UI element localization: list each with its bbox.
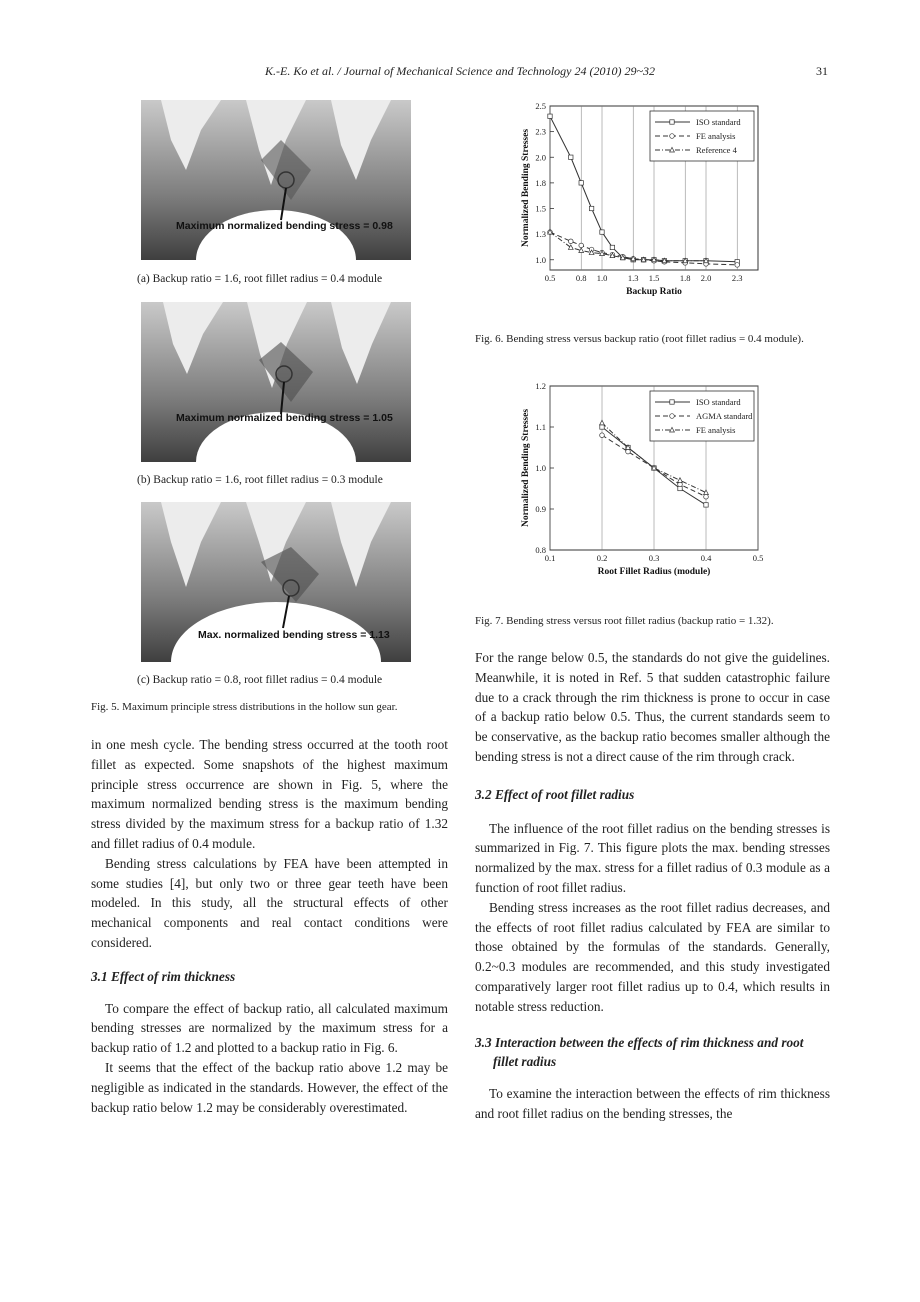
y-tick-label: 2.5: [535, 101, 546, 111]
fig5-caption: Fig. 5. Maximum principle stress distributions in the hollow sun gear.: [91, 701, 398, 713]
data-point: [589, 206, 593, 210]
data-point: [579, 181, 583, 185]
left-paragraph-1: in one mesh cycle. The bending stress occurred at the tooth root fillet as expected. Some snapshots of the highest maximum principle stress occurrence are shown in Fig. 5, where the maximum normalized bending stress is the maximum bending stress divided by the maximum stress for a backup ratio of 1.32 and fillet radius of 0.4 module.: [91, 737, 448, 851]
x-tick-label: 0.4: [700, 553, 712, 563]
running-title: K.-E. Ko et al. / Journal of Mechanical Science and Technology 24 (2010) 29~32: [265, 64, 655, 78]
legend-label: AGMA standard: [696, 411, 753, 421]
fig7-caption: Fig. 7. Bending stress versus root fillet radius (backup ratio = 1.32).: [475, 615, 774, 627]
y-tick-label: 2.3: [535, 126, 546, 137]
legend-marker: [670, 120, 674, 124]
section-heading-3-3-line1: 3.3 Interaction between the effects of rim thickness and root: [475, 1034, 804, 1050]
data-point: [548, 114, 552, 118]
x-tick-label: 0.5: [752, 553, 764, 563]
fig7-chart: [510, 378, 780, 603]
x-tick-label: 0.5: [544, 273, 556, 283]
left-paragraph-4: It seems that the effect of the backup ratio above 1.2 may be negligible as indicated in the standards. However, the effect of the backup ratio below 1.2 may be considerably overestimated.: [91, 1059, 448, 1115]
data-point: [600, 425, 604, 429]
fig5-panel-a: [141, 100, 411, 260]
y-tick-label: 1.5: [535, 203, 546, 214]
y-tick-label: 0.8: [535, 545, 546, 555]
legend-marker: [670, 134, 675, 139]
x-tick-label: 1.0: [596, 273, 608, 283]
section-heading-3-1: 3.1 Effect of rim thickness: [91, 968, 236, 984]
stress-label-b: Maximum normalized bending stress = 1.05: [176, 412, 393, 424]
x-tick-label: 2.3: [731, 273, 743, 283]
data-point: [579, 243, 584, 248]
data-point: [600, 433, 605, 438]
x-tick-label: 1.3: [627, 273, 639, 283]
data-point: [569, 155, 573, 159]
data-point: [569, 239, 574, 244]
y-tick-label: 1.3: [535, 229, 546, 240]
section-heading-3-3-line2: fillet radius: [493, 1054, 557, 1070]
gear-stress-image-a: [141, 100, 411, 260]
data-point: [735, 263, 740, 268]
fig5-caption-a: (a) Backup ratio = 1.6, root fillet radius = 0.4 module: [137, 273, 383, 285]
legend-label: FE analysis: [696, 131, 736, 141]
section-heading-3-3: [475, 1033, 830, 1073]
left-paragraph-3: To compare the effect of backup ratio, all calculated maximum bending stresses are normalized by the maximum stress for a backup ratio of 1.2 and plotted to a backup ratio in Fig. 6.: [91, 1000, 448, 1056]
left-paragraph-2: Bending stress calculations by FEA have been attempted in some studies [4], but only two or three gear teeth have been modeled. In this study, all the structural effects of other mechanical components and real contact conditions were considered.: [91, 855, 448, 950]
right-column: [475, 648, 830, 1124]
x-tick-label: 1.5: [648, 273, 660, 283]
legend-label: ISO standard: [696, 397, 741, 407]
y-axis-label: Normalized Bending Stresses: [521, 128, 531, 248]
legend-marker: [670, 400, 674, 404]
x-axis-label: Backup Ratio: [626, 287, 682, 297]
y-tick-label: 1.8: [535, 177, 546, 188]
legend-label: Reference 4: [696, 145, 737, 155]
fig5-panel-c: [141, 502, 411, 662]
fig5-caption-b: (b) Backup ratio = 1.6, root fillet radius = 0.3 module: [137, 474, 383, 486]
right-paragraph-1: For the range below 0.5, the standards do not give the guidelines. Meanwhile, it is noted in Ref. 5 that sudden catastrophic failure due to a crack through the rim thickness is prone to occur in case of a backup ratio below 0.5. Thus, the current standards seem to be conservative, as the backup ratio becomes smaller although the bending stress is not a direct cause of the rim through crack.: [475, 650, 830, 764]
x-tick-label: 0.8: [575, 273, 587, 283]
y-tick-label: 1.1: [535, 422, 546, 432]
y-tick-label: 1.0: [535, 463, 546, 473]
legend-label: FE analysis: [696, 425, 736, 435]
data-point: [704, 494, 709, 499]
right-paragraph-3: Bending stress increases as the root fillet radius decreases, and the effects of root fillet radius calculated by FEA are similar to those obtained by the formulas of the standards. Generally, 0.2~0.3 modules are recommended, and this study investigated comparatively larger root fillet radius up to 0.4, which results in notable stress reduction.: [475, 899, 830, 1014]
y-axis-label: Normalized Bending Stresses: [521, 408, 531, 528]
x-tick-label: 0.2: [596, 553, 608, 563]
left-column: [91, 735, 448, 1117]
fig5-panel-b: [141, 302, 411, 462]
x-tick-label: 2.0: [700, 273, 712, 283]
gear-stress-image-b: [141, 302, 411, 462]
data-point: [704, 503, 708, 507]
legend-label: ISO standard: [696, 117, 741, 127]
right-paragraph-4: To examine the interaction between the effects of rim thickness and root fillet radius on the bending stresses, the: [475, 1086, 830, 1121]
x-tick-label: 0.1: [544, 553, 556, 563]
right-paragraph-2: The influence of the root fillet radius on the bending stresses is summarized in Fig. 7. This figure plots the max. bending stresses normalized by the max. stress for a fillet radius of 0.3 module as a function of root fillet radius.: [475, 820, 830, 895]
y-tick-label: 2.0: [535, 152, 546, 163]
data-point: [610, 245, 614, 249]
x-tick-label: 0.3: [648, 553, 660, 563]
data-point: [600, 230, 604, 234]
fig5-caption-c: (c) Backup ratio = 0.8, root fillet radius = 0.4 module: [137, 674, 383, 686]
y-tick-label: 1.2: [535, 381, 546, 391]
x-axis-label: Root Fillet Radius (module): [597, 567, 711, 577]
fig6-chart: [510, 98, 780, 323]
legend-marker: [670, 414, 675, 419]
stress-label-a: Maximum normalized bending stress = 0.98: [176, 220, 393, 232]
y-tick-label: 1.0: [535, 254, 546, 265]
section-heading-3-2: 3.2 Effect of root fillet radius: [475, 786, 635, 802]
data-point: [626, 449, 631, 454]
x-tick-label: 1.8: [679, 273, 691, 283]
page-number: 31: [816, 64, 828, 78]
data-point: [678, 482, 683, 487]
fig6-caption: Fig. 6. Bending stress versus backup ratio (root fillet radius = 0.4 module).: [475, 333, 804, 345]
stress-label-c: Max. normalized bending stress = 1.13: [198, 629, 390, 641]
y-tick-label: 0.9: [535, 504, 546, 514]
